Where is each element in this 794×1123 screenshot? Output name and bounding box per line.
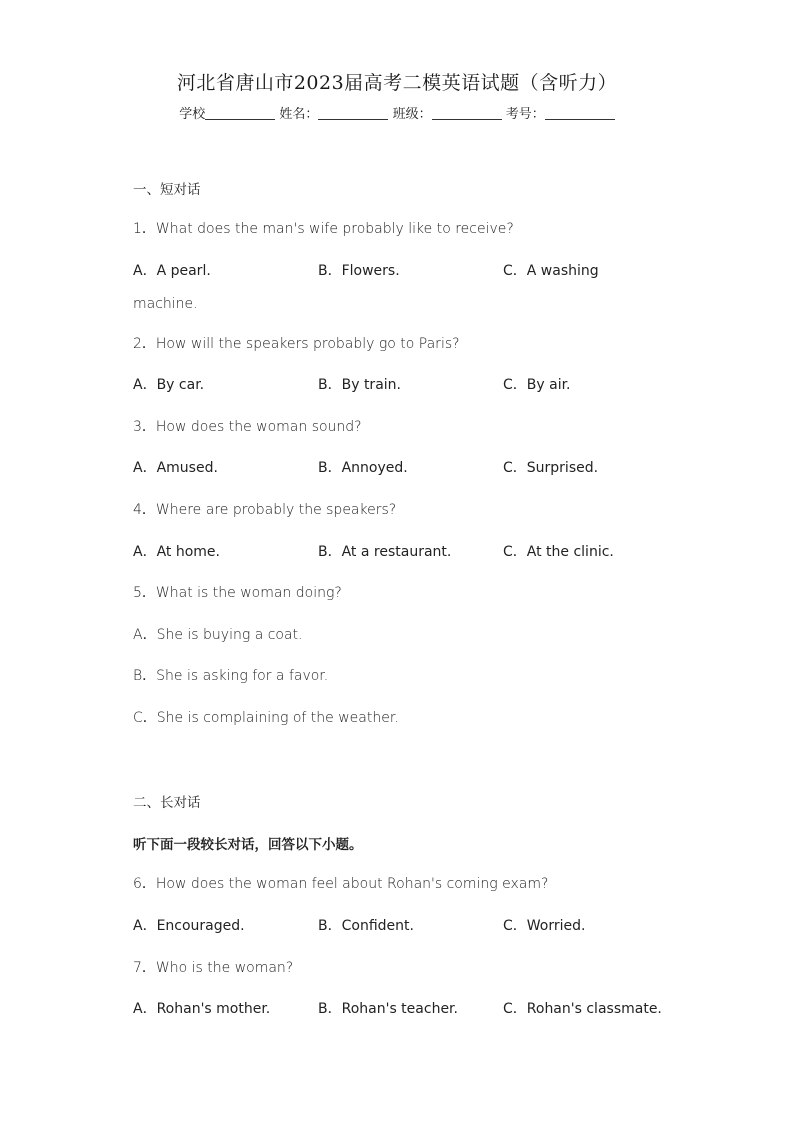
q7-option-a[interactable]: A．Rohan's mother. bbox=[133, 1001, 271, 1017]
q5-option-b[interactable]: B．She is asking for a favor. bbox=[133, 668, 329, 684]
question-5: 5．What is the woman doing? bbox=[133, 585, 342, 601]
q2-option-b[interactable]: B．By train. bbox=[318, 377, 401, 393]
name-blank[interactable] bbox=[318, 105, 388, 120]
q3-option-a[interactable]: A．Amused. bbox=[133, 460, 218, 476]
question-3: 3．How does the woman sound? bbox=[133, 419, 362, 435]
class-blank[interactable] bbox=[432, 105, 502, 120]
q6-option-c[interactable]: C．Worried. bbox=[503, 918, 586, 934]
q7-option-c[interactable]: C．Rohan's classmate. bbox=[503, 1001, 662, 1017]
student-info-line bbox=[0, 103, 794, 122]
q6-option-b[interactable]: B．Confident. bbox=[318, 918, 414, 934]
class-label: 班级： bbox=[392, 107, 432, 122]
q4-option-b[interactable]: B．At a restaurant. bbox=[318, 544, 452, 560]
section-heading-long-dialogues: 二、长对话 bbox=[133, 795, 201, 811]
school-blank[interactable] bbox=[205, 105, 275, 120]
exam-no-blank[interactable] bbox=[545, 105, 615, 120]
q7-option-b[interactable]: B．Rohan's teacher. bbox=[318, 1001, 458, 1017]
q1-option-c[interactable]: C．A washing bbox=[503, 263, 599, 279]
page-title: 河北省唐山市2023届高考二模英语试题（含听力） bbox=[176, 72, 618, 94]
section-instruction: 听下面一段较长对话，回答以下小题。 bbox=[133, 837, 363, 853]
question-7: 7．Who is the woman? bbox=[133, 960, 294, 976]
question-1: 1．What does the man's wife probably like to receive? bbox=[133, 221, 514, 237]
q1-option-b[interactable]: B．Flowers. bbox=[318, 263, 400, 279]
q1-option-c-continuation: machine. bbox=[133, 296, 198, 312]
q3-option-b[interactable]: B．Annoyed. bbox=[318, 460, 408, 476]
name-label: 姓名： bbox=[279, 107, 319, 122]
q1-option-a[interactable]: A．A pearl. bbox=[133, 263, 211, 279]
q5-option-c[interactable]: C．She is complaining of the weather. bbox=[133, 710, 399, 726]
q2-option-c[interactable]: C．By air. bbox=[503, 377, 571, 393]
q4-option-a[interactable]: A．At home. bbox=[133, 544, 220, 560]
section-heading-short-dialogues: 一、短对话 bbox=[133, 182, 201, 198]
q5-option-a[interactable]: A．She is buying a coat. bbox=[133, 627, 303, 643]
school-label: 学校 bbox=[179, 107, 206, 122]
question-2: 2．How will the speakers probably go to Paris? bbox=[133, 336, 460, 352]
exam-no-label: 考号： bbox=[505, 107, 545, 122]
q2-option-a[interactable]: A．By car. bbox=[133, 377, 205, 393]
question-4: 4．Where are probably the speakers? bbox=[133, 502, 397, 518]
q6-option-a[interactable]: A．Encouraged. bbox=[133, 918, 245, 934]
q3-option-c[interactable]: C．Surprised. bbox=[503, 460, 599, 476]
q4-option-c[interactable]: C．At the clinic. bbox=[503, 544, 614, 560]
question-6: 6．How does the woman feel about Rohan's coming exam? bbox=[133, 876, 549, 892]
